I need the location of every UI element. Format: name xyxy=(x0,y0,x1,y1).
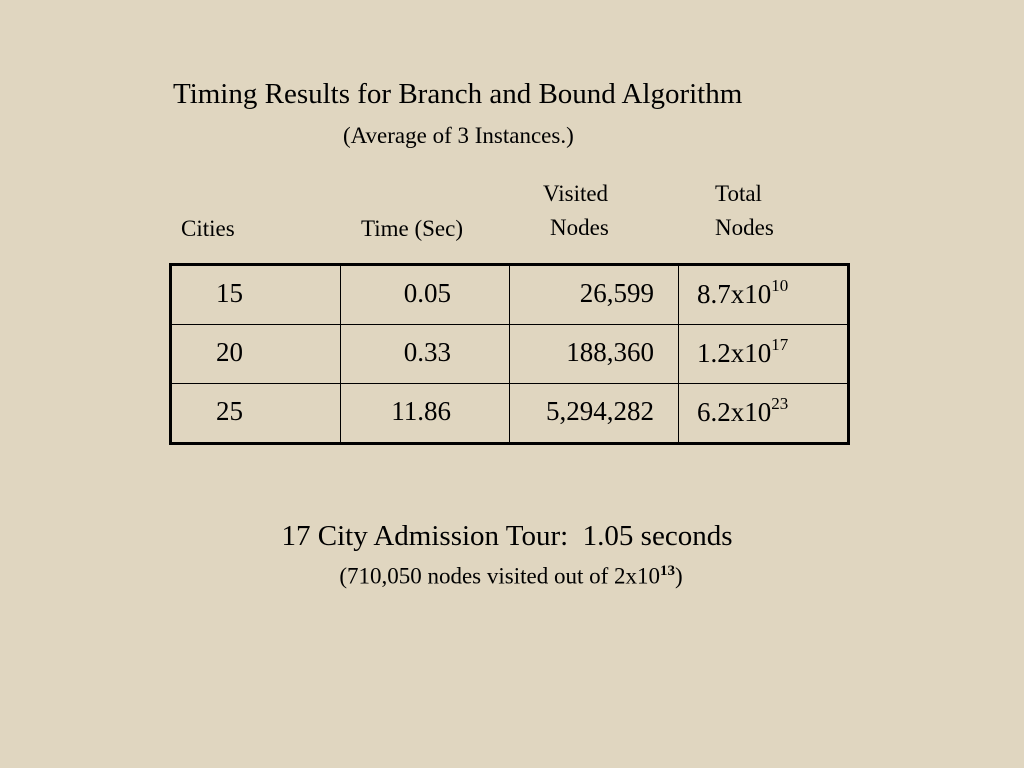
cell-time-value: 0.05 xyxy=(403,278,451,308)
cell-total-value xyxy=(679,384,847,428)
cell-visited-value: 188,360 xyxy=(566,337,654,367)
summary-detail-suffix: ) xyxy=(675,563,683,589)
cell-cities-value: 25 xyxy=(216,396,243,426)
cell-time xyxy=(341,265,510,325)
cell-total-nodes xyxy=(679,265,849,325)
column-header-visited-nodes xyxy=(543,177,609,245)
slide-title: Timing Results for Branch and Bound Algorithm xyxy=(173,78,743,110)
cell-total-base: 1.2x10 xyxy=(697,338,772,368)
cell-time-value: 11.86 xyxy=(391,396,451,426)
cell-time xyxy=(341,325,510,384)
cell-visited-nodes xyxy=(510,384,679,444)
timing-results-table xyxy=(169,263,850,445)
summary-detail-line xyxy=(0,563,1022,590)
cell-total-exponent: 10 xyxy=(771,276,789,295)
cell-total-base: 8.7x10 xyxy=(697,279,772,309)
cell-cities-value: 15 xyxy=(216,278,243,308)
table-row xyxy=(171,265,849,325)
column-header-cities xyxy=(181,212,235,246)
column-header-time xyxy=(361,212,463,246)
column-header-cities-label: Cities xyxy=(181,216,235,241)
cell-total-exponent: 23 xyxy=(771,394,789,413)
cell-cities-value: 20 xyxy=(216,337,243,367)
cell-cities xyxy=(171,325,341,384)
cell-total-value xyxy=(679,325,847,369)
cell-total-base: 6.2x10 xyxy=(697,397,772,427)
table-row xyxy=(171,325,849,384)
cell-total-nodes xyxy=(679,384,849,444)
column-header-total-nodes xyxy=(715,177,774,245)
cell-visited-nodes xyxy=(510,265,679,325)
cell-total-nodes xyxy=(679,325,849,384)
summary-line: 17 City Admission Tour: 1.05 seconds xyxy=(281,520,733,552)
table-row xyxy=(171,384,849,444)
cell-cities xyxy=(171,265,341,325)
cell-visited-nodes xyxy=(510,325,679,384)
cell-total-exponent: 17 xyxy=(771,335,789,354)
column-header-total-line1: Total xyxy=(715,181,762,206)
cell-time-value: 0.33 xyxy=(403,337,451,367)
column-header-visited-line1: Visited xyxy=(543,181,609,206)
slide-subtitle: (Average of 3 Instances.) xyxy=(343,123,574,148)
cell-cities xyxy=(171,384,341,444)
cell-visited-value: 5,294,282 xyxy=(546,396,654,426)
column-header-time-label: Time (Sec) xyxy=(361,216,464,241)
column-header-visited-line2: Nodes xyxy=(550,215,609,240)
column-header-total-line2: Nodes xyxy=(715,215,774,240)
cell-time xyxy=(341,384,510,444)
cell-visited-value: 26,599 xyxy=(579,278,654,308)
summary-detail-exponent: 13 xyxy=(660,563,676,579)
cell-total-value xyxy=(679,266,847,310)
summary-detail-prefix: (710,050 nodes visited out of 2x10 xyxy=(339,563,661,589)
